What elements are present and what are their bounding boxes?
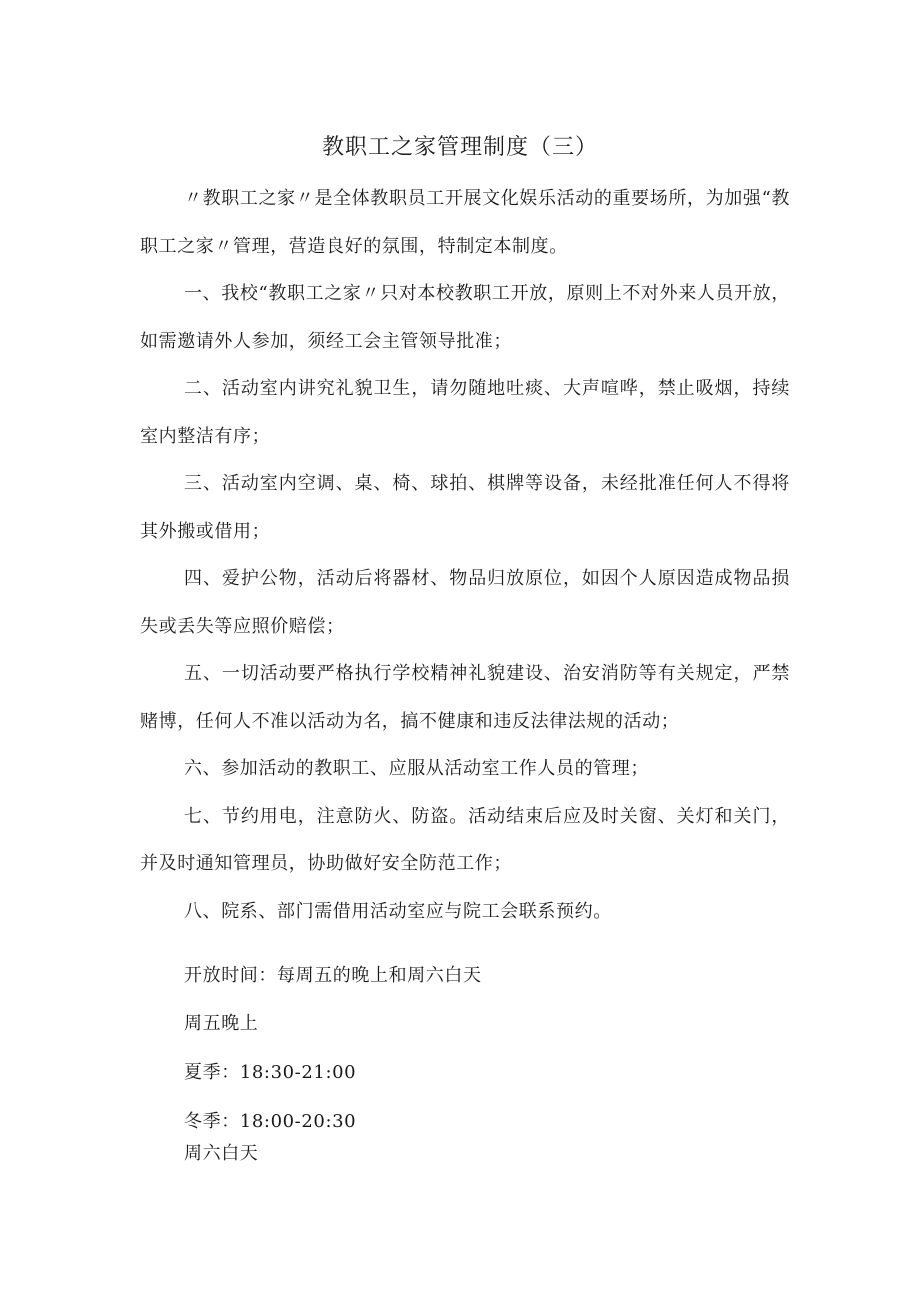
rule-1-paragraph: 一、我校“教职工之家〃只对本校教职工开放，原则上不对外来人员开放，如需邀请外人参加，须经工会主管领导批准；	[140, 283, 790, 352]
opening-hours-line: 开放时间：每周五的晚上和周六白天	[184, 965, 482, 986]
rule-6-paragraph: 六、参加活动的教职工、应服从活动室工作人员的管理；	[184, 758, 649, 779]
document-title: 教职工之家管理制度（三）	[321, 135, 598, 160]
rule-7-paragraph: 七、节约用电，注意防火、防盗。活动结束后应及时关窗、关灯和关门，并及时通知管理员，协助做好安全防范工作；	[140, 805, 790, 874]
winter-hours-line: 冬季：18:00-20:30	[184, 1111, 357, 1132]
saturday-daytime-line: 周六白天	[184, 1143, 259, 1164]
intro-paragraph: 〃教职工之家〃是全体教职员工开展文化娱乐活动的重要场所，为加强“教职工之家〃管理，营造良好的氛围，特制定本制度。	[140, 188, 790, 257]
rule-5-paragraph: 五、一切活动要严格执行学校精神礼貌建设、治安消防等有关规定，严禁赌博，任何人不准以活动为名，搞不健康和违反法律法规的活动；	[140, 663, 790, 732]
rule-4-paragraph: 四、爱护公物，活动后将器材、物品归放原位，如因个人原因造成物品损失或丢失等应照价赔偿；	[140, 568, 790, 637]
summer-hours-line: 夏季：18:30-21:00	[184, 1062, 357, 1083]
friday-evening-line: 周五晚上	[184, 1013, 259, 1034]
document-body	[140, 175, 790, 935]
rule-3-paragraph: 三、活动室内空调、桌、椅、球拍、棋牌等设备，未经批准任何人不得将其外搬或借用；	[140, 473, 790, 542]
rule-2-paragraph: 二、活动室内讲究礼貌卫生，请勿随地吐痰、大声喧哗，禁止吸烟，持续室内整洁有序；	[140, 378, 790, 447]
rule-8-paragraph: 八、院系、部门需借用活动室应与院工会联系预约。	[184, 900, 612, 922]
